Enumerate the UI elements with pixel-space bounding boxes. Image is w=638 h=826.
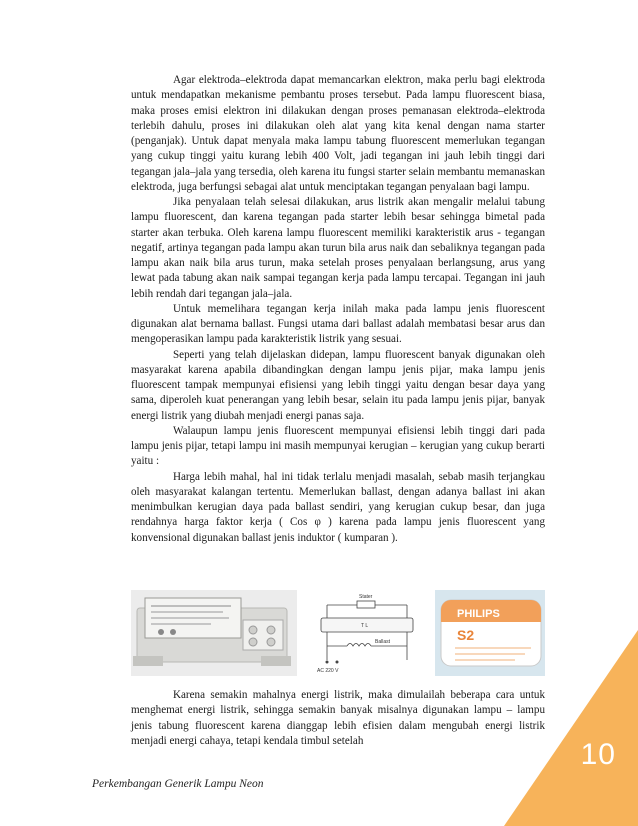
footer-title: Perkembangan Generik Lampu Neon	[92, 778, 264, 790]
paragraph-2: Jika penyalaan telah selesai dilakukan, arus listrik akan mengalir melalui tabung lampu fluorescent, dan karena tegangan pada starter lebih besar sehingga bimetal pada starter akan terbuka. Oleh karena lampu fluorescent memiliki karakteristik arus - tegangan negatif, artinya tegangan pada lampu akan turun bila arus naik dan sebaliknya tegangan pada lampu akan naik bila arus turun, maka setelah proses penyalaan berlangsung, arus yang lewat pada tabung akan naik sampai tegangan kerja pada lampu tercapai. Tegangan ini jauh lebih rendah dari tegangan jala–jala.	[131, 196, 545, 300]
ballast-label: Ballast	[375, 639, 391, 645]
stater-label: Stater	[359, 594, 373, 600]
body-text	[131, 73, 545, 546]
tl-label: T L	[361, 623, 369, 629]
brand-label: PHILIPS	[457, 608, 500, 620]
model-label: S2	[457, 627, 475, 643]
circuit-diagram	[307, 590, 427, 676]
paragraph-4: Seperti yang telah dijelaskan didepan, lampu fluorescent banyak digunakan oleh masyarakat karena apabila dibandingkan dengan lampu jenis pijar, maka lampu jenis fluorescent tampak mempunyai efisiensi yang lebih tinggi yaitu dengan besar daya yang sama, diperoleh kuat penerangan yang lebih besar, selain itu pada lampu jenis pijar, banyak energi listrik yang diubah menjadi energi panas saja.	[131, 348, 545, 422]
paragraph-1: Agar elektroda–elektroda dapat memancarkan elektron, maka perlu bagi elektroda untuk mendapatkan mekanisme pembantu proses tersebut. Pada lampu fluorescent biasa, maka proses emisi elektron ini dilakukan dengan proses pemanasan elektroda–elektroda terlebih dahulu, proses ini dilakukan oleh alat yang kita kenal dengan nama starter (penganjak). Untuk dapat menyala maka lampu tabung fluorescent memerlukan tegangan yang cukup tinggi yaitu kurang lebih 400 Volt, jadi tegangan ini jauh lebih tinggi dari tegangan jala–jala yang tersedia, oleh karena itu fungsi starter selain membantu memanaskan elektroda, juga berfungsi sebagai alat untuk menciptakan tegangan penyalaan bagi lampu.	[131, 74, 545, 193]
paragraph-5: Walaupun lampu jenis fluorescent mempunyai efisiensi lebih tinggi dari pada lampu jenis pijar, tetapi lampu ini masih mempunyai kerugian – kerugian yang cukup berarti yaitu :	[131, 424, 545, 468]
paragraph-6: Harga lebih mahal, hal ini tidak terlalu menjadi masalah, sebab masih terjangkau oleh masyarakat kalangan tertentu. Memerlukan ballast, dengan adanya ballast ini akan menimbulkan kerugian daya pada ballast sendiri, yang kerugian cukup besar, dan juga rendahnya harga faktor kerja ( Cos φ ) karena pada lampu jenis fluorescent yang konvensional digunakan ballast jenis induktor ( kumparan ).	[131, 470, 545, 544]
ballast-photo	[131, 590, 297, 676]
paragraph-7: Karena semakin mahalnya energi listrik, maka dimulailah beberapa cara untuk menghemat energi listrik, sehingga semakin banyak misalnya digunakan lampu – lampu jenis tabung fluorescent karena dianggap lebih efisien dalam mengubah energi listrik menjadi energi cahaya, tetapi kendala timbul setelah	[131, 689, 545, 747]
page-number: 10	[580, 738, 616, 771]
corner-accent	[464, 630, 638, 826]
ac-label: AC 220 V	[317, 668, 339, 674]
paragraph-3: Untuk memelihara tegangan kerja inilah maka pada lampu jenis fluorescent digunakan alat bernama ballast. Fungsi utama dari ballast adalah membatasi besar arus dan mengoperasikan lampu pada karakteristik listrik yang sesuai.	[131, 302, 545, 346]
